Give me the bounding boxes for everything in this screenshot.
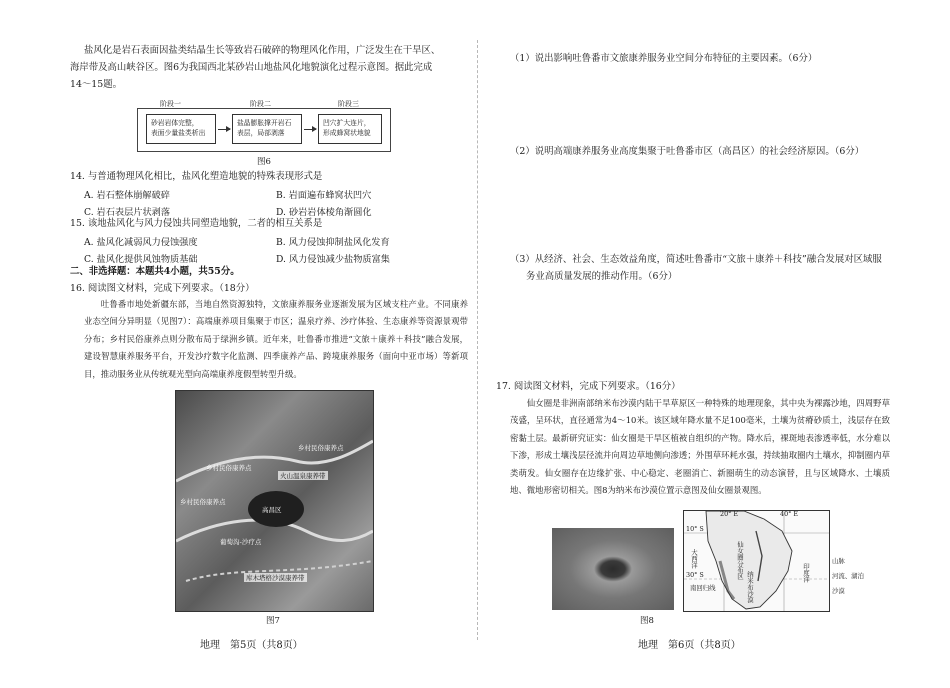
section-2-heading: 二、非选择题：本题共4小题，共55分。 [70, 266, 240, 277]
q16-stem: 16. 阅读图文材料，完成下列要求。（18分） [70, 283, 255, 294]
stage-3-label: 阶段三 [338, 100, 359, 108]
map-label-hotspring: 火山温泉康养带 [280, 472, 326, 480]
q14-option-b[interactable]: B. 岩面遍布蜂窝状凹穴 [276, 190, 372, 201]
q15-option-a[interactable]: A. 盐风化减弱风力侵蚀强度 [84, 237, 198, 248]
legend-mountain: 山脉 [832, 557, 845, 565]
intro-line-2: 海岸带及高山峡谷区。图6为我国西北某砂岩山地盐风化地貌演化过程示意图。据此完成 [70, 62, 433, 73]
q17-stem: 17. 阅读图文材料，完成下列要求。（16分） [496, 381, 681, 392]
lat-10s: 10° S [686, 525, 704, 533]
lon-20e: 20° E [720, 510, 739, 518]
stage-2-box: 盐晶膨胀撑开岩石 表层，局部剥落 [232, 114, 302, 144]
q16-material: 吐鲁番市地处新疆东部，当地自然资源独特，文旅康养服务业逐渐发展为区域支柱产业。不同康养业态空间分异明显（见图7）：高端康养项目集聚于市区；温泉疗养、沙疗体验、生态康养等资源景观带分布；乡村民俗康养点则分散布局于绿洲乡镇。近年来，吐鲁番市推进“文旅＋康养＋科技”融合发展，建设智慧康养服务平台，开发沙疗数字化监测、四季康养产品、跨境康养服务（面向中亚市场）等新项目，推动服务业从传统观光型向高端康养度假型转型升级。 [84, 299, 468, 379]
ocean-atlantic: 大西洋 [690, 549, 698, 569]
stage-2-label: 阶段二 [250, 100, 271, 108]
q14-stem: 14. 与普通物理风化相比，盐风化塑造地貌的特殊表现形式是 [70, 171, 323, 182]
arrow-2 [304, 129, 316, 130]
q16-part-3-line-1: （3）从经济、社会、生态效益角度，简述吐鲁番市“文旅＋康养＋科技”融合发展对区域服 [510, 254, 882, 265]
q15-option-d[interactable]: D. 风力侵蚀减少盐物质富集 [276, 254, 390, 265]
map-label-village-3: 乡村民俗康养点 [180, 498, 226, 506]
figure-7-caption: 图7 [266, 616, 280, 626]
lat-30s: 30° S [686, 571, 704, 579]
figure-6-caption: 图6 [257, 157, 271, 167]
map-label-village-2: 乡村民俗康养点 [206, 464, 252, 472]
stage-3-box: 凹穴扩大连片， 形成蜂窝状地貌 [318, 114, 382, 144]
map-label-desert: 库木塔格沙漠康养带 [246, 574, 305, 582]
footer-right: 地理 第6页（共8页） [638, 640, 741, 651]
q14-option-a[interactable]: A. 岩石整体崩解破碎 [84, 190, 170, 201]
arrow-1 [218, 129, 230, 130]
map-label-grape-valley: 葡萄沟-沙疗点 [220, 538, 262, 546]
map-label-gaochang: 高昌区 [262, 506, 282, 514]
fairy-circle-photo [552, 528, 674, 610]
q17-material: 仙女圈是非洲南部纳米布沙漠内陆干旱草原区一种特殊的地理现象，其中央为裸露沙地，四周野草茂盛，呈环状，直径通常为4～10米。该区域年降水量不足100毫米，土壤为贫瘠砂质土，浅层存在致密黏土层。最新研究证实：仙女圈是干旱区植被自组织的产物。降水后，裸斑地表渗透率低，水分难以下渗，形成土壤浅层径流并向周边草地侧向渗透；外围草环耗水强，持续抽取圈内土壤水，抑制圈内草类萌发。仙女圈存在边缘扩张、中心稳定、老圈消亡、新圈萌生的动态演替，且与区域降水、土壤质地、微地形密切相关。图8为纳米布沙漠位置示意图及仙女圈景观图。 [510, 398, 890, 496]
label-namib: 纳米布沙漠 [746, 571, 754, 603]
stage-1-label: 阶段一 [160, 100, 181, 108]
q16-part-1: （1）说出影响吐鲁番市文旅康养服务业空间分布特征的主要因素。（6分） [510, 53, 818, 64]
footer-left: 地理 第5页（共8页） [200, 640, 303, 651]
map-label-village-1: 乡村民俗康养点 [298, 444, 344, 452]
legend-river-lake: 河流、湖泊 [832, 572, 864, 580]
figure-7-map [175, 390, 374, 612]
label-fairy-circle-region: 仙女圈分布区 [736, 541, 744, 580]
q14-option-d[interactable]: D. 砂岩岩体棱角渐圆化 [276, 207, 372, 218]
q15-option-c[interactable]: C. 盐风化提供风蚀物质基础 [84, 254, 198, 265]
lon-40e: 40° E [780, 510, 799, 518]
q16-part-3-line-2: 务业高质量发展的推动作用。（6分） [526, 271, 678, 282]
q14-option-c[interactable]: C. 岩石表层片状剥落 [84, 207, 171, 218]
figure-8-caption: 图8 [640, 616, 654, 626]
q15-stem: 15. 该地盐风化与风力侵蚀共同塑造地貌，二者的相互关系是 [70, 218, 323, 229]
figure-8-map [683, 510, 830, 612]
intro-line-1: 盐风化是岩石表面因盐类结晶生长等致岩石破碎的物理风化作用，广泛发生在干旱区、 [84, 45, 441, 56]
stage-1-box: 砂岩岩体完整， 表面少量盐类析出 [146, 114, 216, 144]
ocean-indian: 印度洋 [802, 563, 810, 583]
figure-8-legend [832, 556, 864, 595]
africa-map [684, 511, 829, 611]
q16-part-2: （2）说明高端康养服务业高度集聚于吐鲁番市区（高昌区）的社会经济原因。（6分） [510, 146, 865, 157]
q15-option-b[interactable]: B. 风力侵蚀抑制盐风化发育 [276, 237, 390, 248]
legend-desert: 沙漠 [832, 587, 845, 595]
label-tropic-capricorn: 南回归线 [690, 584, 716, 592]
intro-line-3: 14～15题。 [70, 79, 122, 90]
